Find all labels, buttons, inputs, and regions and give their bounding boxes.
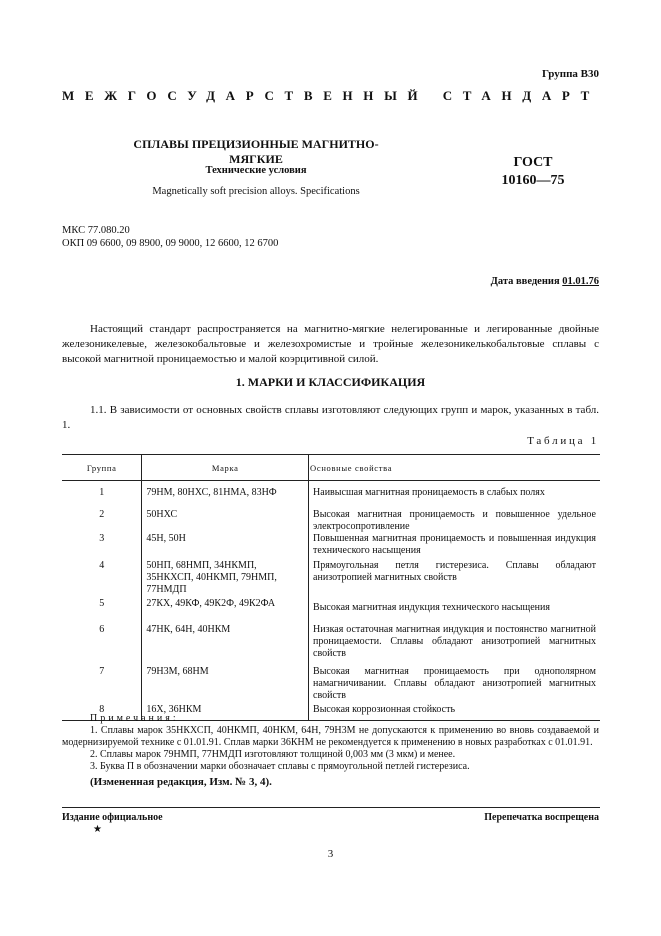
reprint-prohibited-label: Перепечатка воспрещена (484, 812, 599, 823)
standard-header-word2: СТАНДАРТ (442, 88, 600, 103)
header-properties: Основные свойства (309, 455, 600, 481)
classification-codes (62, 224, 278, 250)
document-subtitle: Технические условия (205, 165, 307, 176)
table-row (62, 509, 600, 533)
table-notes (62, 713, 599, 788)
standard-header-word1: МЕЖГОСУДАРСТВЕННЫЙ (62, 88, 429, 103)
cell-properties: Низкая остаточная магнитная индукция и постоянство магнитной проницаемости. Сплавы обладают анизотропией магнитных свойств (309, 624, 600, 662)
table-row (62, 598, 600, 624)
effective-date (491, 276, 599, 287)
table-row (62, 560, 600, 598)
gost-number: 10160—75 (501, 173, 565, 188)
notes-heading: Примечания: (90, 713, 179, 724)
note-3: 3. Буква П в обозначении марки обозначает сплавы с прямоугольной петлей гистерезиса. (90, 761, 470, 772)
intro-paragraph: Настоящий стандарт распространяется на магнитно-мягкие нелегированные и легированные двойные железоникелевые, железокобальтовые и железохромистые и тройные железоникелькобальтовые сплавы с высокой магнитной проницаемостью и малой коэрцитивной силой. (62, 323, 599, 365)
mks-code: МКС 77.080.20 (62, 225, 130, 236)
edition-note: (Измененная редакция, Изм. № 3, 4). (90, 776, 272, 788)
cell-group: 1 (99, 487, 105, 498)
table-label: Таблица 1 (527, 435, 599, 447)
header-group: Группа (62, 455, 142, 481)
clause-1-1: 1.1. В зависимости от основных свойств сплавы изготовляют следующих групп и марок, указанных в табл. 1. (62, 404, 599, 431)
cell-group: 5 (99, 598, 105, 609)
table-row (62, 533, 600, 560)
effective-date-value: 01.01.76 (562, 276, 599, 287)
note-2: 2. Сплавы марок 79НМП, 77НМДП изготовляют толщиной 0,003 мм (3 мкм) и менее. (90, 749, 456, 760)
section-title: 1. МАРКИ И КЛАССИФИКАЦИЯ (235, 375, 426, 389)
table-header-row (62, 455, 600, 481)
cell-grade: 16Х, 36НКМ (142, 702, 309, 721)
table-row (62, 662, 600, 702)
grades-table (62, 454, 600, 721)
cell-grade: 50НП, 68НМП, 34НКМП, 35НКХСП, 40НКМП, 79НМП, 77НМДП (142, 560, 309, 598)
cell-properties: Высокая магнитная проницаемость и повышенное удельное электросопротивление (309, 509, 600, 533)
group-label: Группа В30 (541, 68, 599, 80)
official-edition-label: Издание официальное (62, 812, 163, 823)
gost-designation (498, 154, 568, 190)
cell-properties: Наивысшая магнитная проницаемость в слабых полях (309, 481, 600, 510)
cell-grade: 79НМ, 80НХС, 81НМА, 83НФ (142, 481, 309, 510)
table-row (62, 481, 600, 510)
document-english-title: Magnetically soft precision alloys. Specifications (152, 186, 360, 197)
cell-group: 7 (99, 666, 105, 677)
effective-date-label: Дата введения (490, 276, 563, 287)
cell-properties: Высокая магнитная индукция технического насыщения (309, 598, 600, 624)
cell-grade: 45Н, 50Н (142, 533, 309, 560)
header-grade: Марка (142, 455, 309, 481)
cell-group: 8 (62, 702, 142, 721)
cell-group: 3 (99, 533, 105, 544)
footer-divider (62, 807, 600, 808)
cell-properties: Повышенная магнитная проницаемость и повышенная индукция технического насыщения (309, 533, 600, 560)
page-number: 3 (327, 848, 334, 860)
document-title: СПЛАВЫ ПРЕЦИЗИОННЫЕ МАГНИТНО-МЯГКИЕ (133, 137, 379, 166)
cell-properties: Высокая коррозионная стойкость (309, 702, 600, 721)
cell-group: 2 (99, 509, 105, 520)
star-icon: ★ (93, 824, 102, 835)
okp-code: ОКП 09 6600, 09 8900, 09 9000, 12 6600, 12 6700 (62, 238, 279, 249)
gost-label: ГОСТ (513, 155, 553, 170)
note-1: 1. Сплавы марок 35НКХСП, 40НКМП, 40НКМ, 64Н, 79Н3М не допускаются к применению во вновь создаваемой и модернизируемой технике с 01.01.91. Сплав марки 36КНМ не рекомендуется к применению в новых разработках с 01.01.91. (62, 725, 599, 748)
cell-properties: Высокая магнитная проницаемость при однополярном намагничивании. Сплавы обладают анизотропией магнитных свойств (309, 662, 600, 702)
cell-grade: 79Н3М, 68НМ (142, 662, 309, 702)
cell-grade: 27КХ, 49КФ, 49К2Ф, 49К2ФА (142, 598, 309, 624)
cell-properties: Прямоугольная петля гистерезиса. Сплавы обладают анизотропией магнитных свойств (309, 560, 600, 598)
cell-grade: 50НХС (142, 509, 309, 533)
cell-grade: 47НК, 64Н, 40НКМ (142, 624, 309, 662)
standard-header (62, 88, 600, 104)
cell-group: 6 (99, 624, 105, 635)
cell-group: 4 (99, 560, 105, 571)
table-row (62, 624, 600, 662)
